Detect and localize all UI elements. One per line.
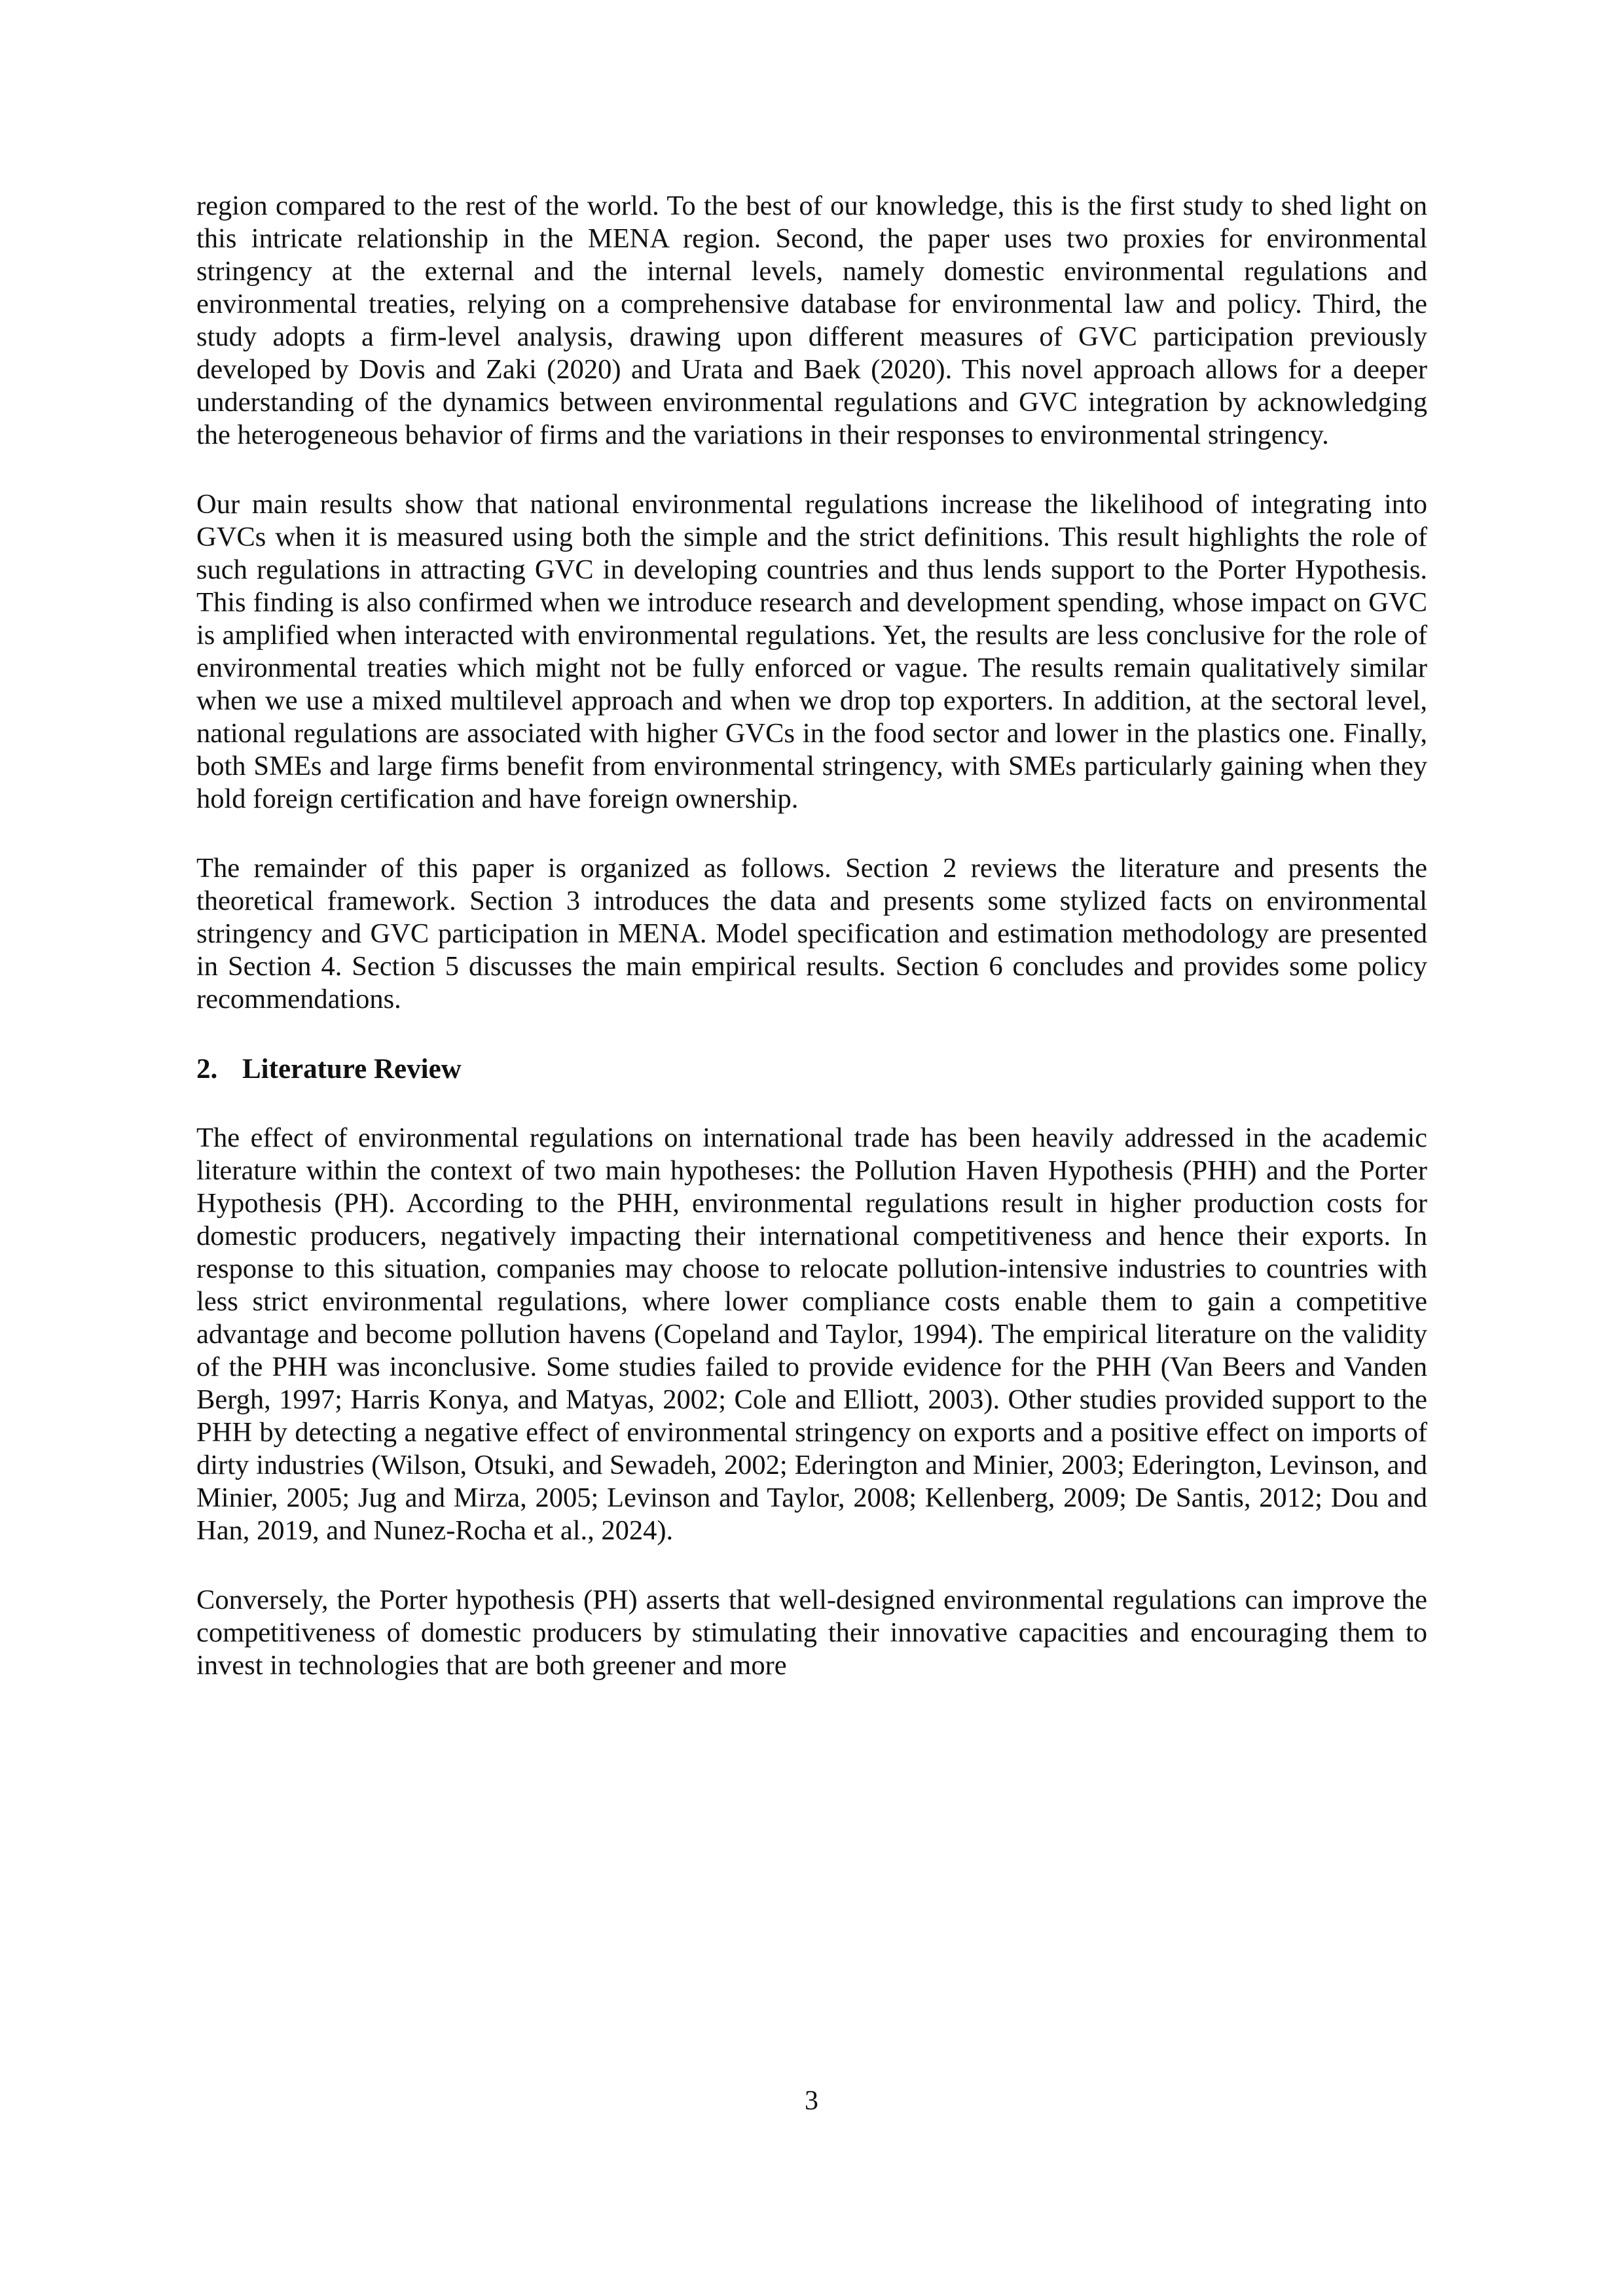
paragraph-contributions: region compared to the rest of the world. To the best of our knowledge, this is the first study to shed light on this intricate relationship in the MENA region. Second, the paper uses two proxies for environmental stringency at the external and the internal levels, namely domestic environmental regulations and environmental treaties, relying on a comprehensive database for environmental law and policy. Third, the study adopts a firm-level analysis, drawing upon different measures of GVC participation previously developed by Dovis and Zaki (2020) and Urata and Baek (2020). This novel approach allows for a deeper understanding of the dynamics between environmental regulations and GVC integration by acknowledging the heterogeneous behavior of firms and the variations in their responses to environmental stringency. — [196, 190, 1427, 450]
body-text — [196, 190, 1427, 1719]
paragraph-main-results: Our main results show that national environmental regulations increase the likelihood of integrating into GVCs when it is measured using both the simple and the strict definitions. This result highlights the role of such regulations in attracting GVC in developing countries and thus lends support to the Porter Hypothesis. This finding is also confirmed when we introduce research and development spending, whose impact on GVC is amplified when interacted with environmental regulations. Yet, the results are less conclusive for the role of environmental treaties which might not be fully enforced or vague. The results remain qualitatively similar when we use a mixed multilevel approach and when we drop top exporters. In addition, at the sectoral level, national regulations are associated with higher GVCs in the food sector and lower in the plastics one. Finally, both SMEs and large firms benefit from environmental stringency, with SMEs particularly gaining when they hold foreign certification and have foreign ownership. — [196, 489, 1427, 814]
page-number: 3 — [805, 2086, 818, 2116]
section-title: Literature Review — [242, 1054, 462, 1085]
section-number: 2. — [196, 1054, 218, 1085]
section-heading — [196, 1052, 1427, 1086]
paragraph-pollution-haven: The effect of environmental regulations on international trade has been heavily addressed in the academic literature within the context of two main hypotheses: the Pollution Haven Hypothesis (PHH) and the Porter Hypothesis (PH). According to the PHH, environmental regulations result in higher production costs for domestic producers, negatively impacting their international competitiveness and hence their exports. In response to this situation, companies may choose to relocate pollution-intensive industries to countries with less strict environmental regulations, where lower compliance costs enable them to gain a competitive advantage and become pollution havens (Copeland and Taylor, 1994). The empirical literature on the validity of the PHH was inconclusive. Some studies failed to provide evidence for the PHH (Van Beers and Vanden Bergh, 1997; Harris Konya, and Matyas, 2002; Cole and Elliott, 2003). Other studies provided support to the PHH by detecting a negative effect of environmental stringency on exports and a positive effect on imports of dirty industries (Wilson, Otsuki, and Sewadeh, 2002; Ederington and Minier, 2003; Ederington, Levinson, and Minier, 2005; Jug and Mirza, 2005; Levinson and Taylor, 2008; Kellenberg, 2009; De Santis, 2012; Dou and Han, 2019, and Nunez-Rocha et al., 2024). — [196, 1122, 1427, 1546]
paragraph-paper-organization: The remainder of this paper is organized as follows. Section 2 reviews the literature and presents the theoretical framework. Section 3 introduces the data and presents some stylized facts on environmental stringency and GVC participation in MENA. Model specification and estimation methodology are presented in Section 4. Section 5 discusses the main empirical results. Section 6 concludes and provides some policy recommendations. — [196, 853, 1427, 1014]
paragraph-porter-hypothesis: Conversely, the Porter hypothesis (PH) asserts that well-designed environmental regulations can improve the competitiveness of domestic producers by stimulating their innovative capacities and encouraging them to invest in technologies that are both greener and more — [196, 1585, 1427, 1681]
